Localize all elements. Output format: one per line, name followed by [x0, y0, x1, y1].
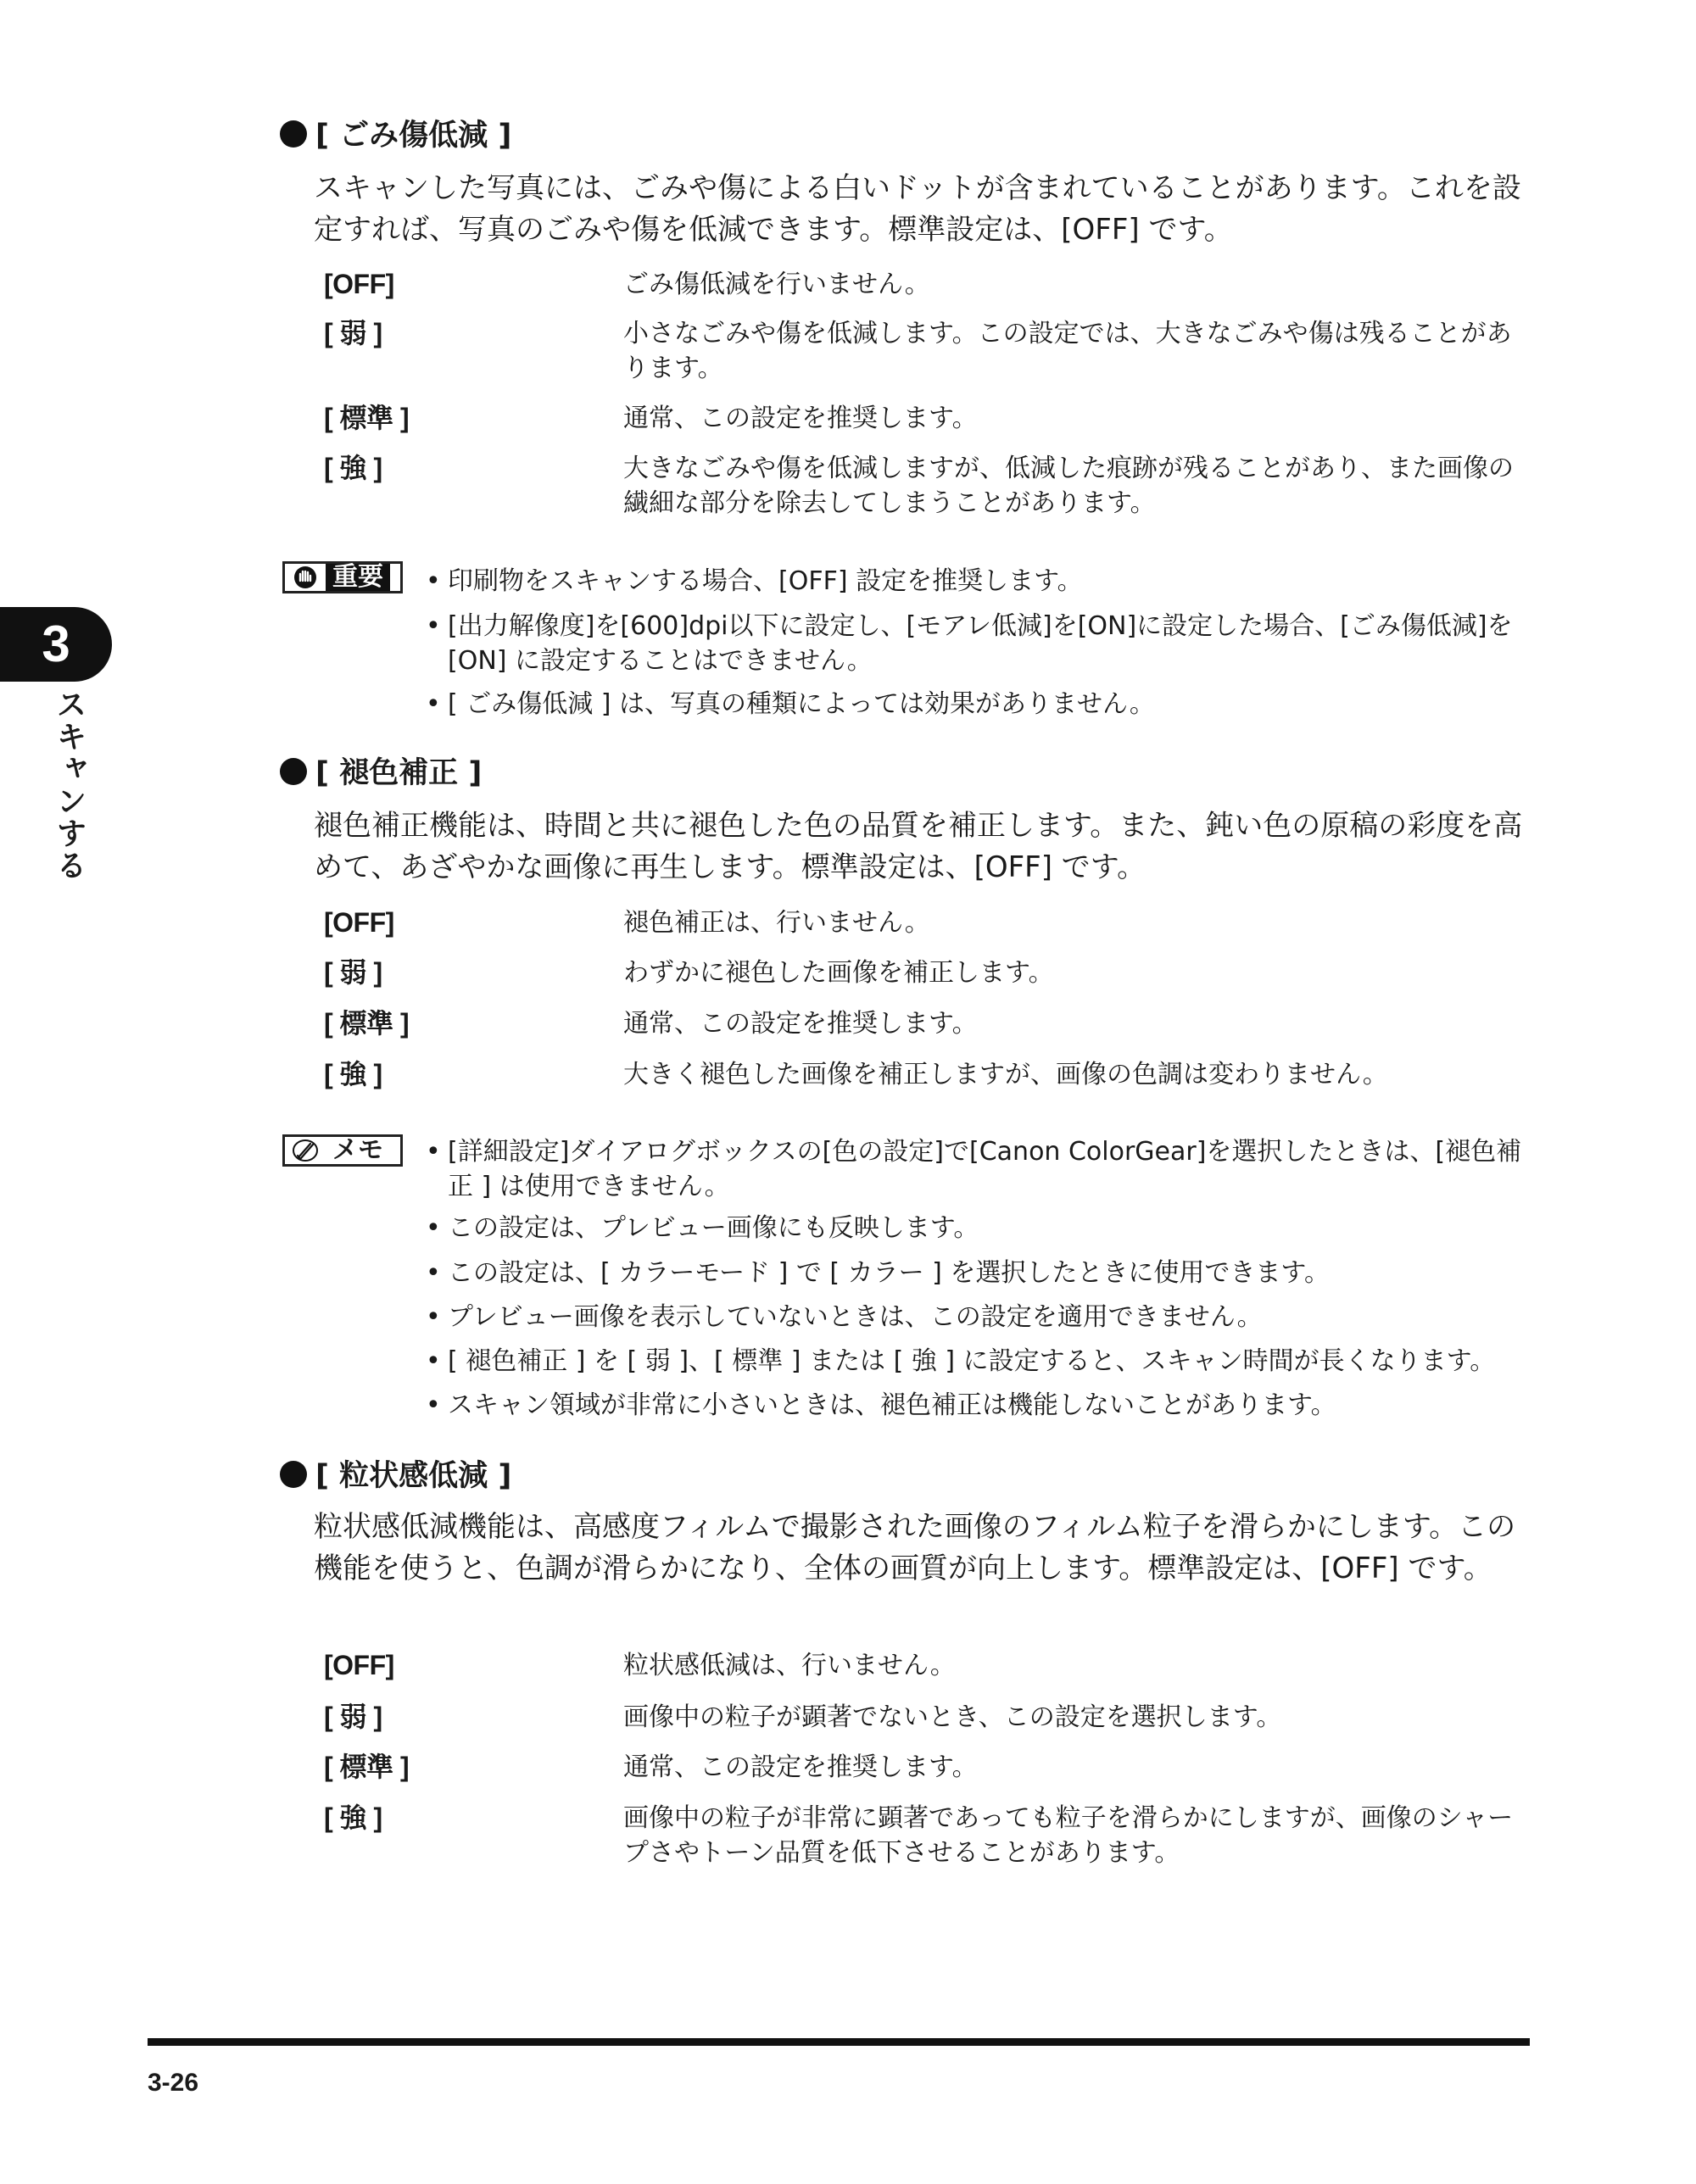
option-description: 褪色補正は、行いません。 — [623, 908, 930, 938]
option-description: 大きなごみや傷を低減しますが、低減した痕跡が残ることがあり、また画像の繊細な部分を除去してしまうことがあります。 — [623, 454, 1514, 518]
important-note: • [出力解像度]を[600]dpi以下に設定し、[モアレ低減]を[ON]に設定した場合、[ごみ傷低減]を [ON] に設定することはできません。 — [426, 609, 1542, 678]
option-term: [ 標準 ] — [324, 403, 410, 433]
section-body: 褪色補正機能は、時間と共に褪色した色の品質を補正します。また、鈍い色の原稿の彩度を高めて、あざやかな画像に再生します。標準設定は、[OFF] です。 — [314, 809, 1523, 884]
option-term: [OFF] — [324, 907, 394, 938]
footer-rule — [148, 2038, 1530, 2046]
section-heading: [ 粒状感低減 ] — [280, 1459, 511, 1493]
option-term: [ 弱 ] — [324, 1702, 382, 1732]
important-label-text: 重要 — [326, 564, 390, 591]
option-description: 大きく褪色した画像を補正しますが、画像の色調は変わりません。 — [623, 1060, 1388, 1089]
option-term: [ 標準 ] — [324, 1752, 410, 1782]
page-number: 3-26 — [148, 2069, 199, 2097]
option-term: [OFF] — [324, 1650, 394, 1680]
option-term: [ 強 ] — [324, 453, 382, 483]
option-description: わずかに褪色した画像を補正します。 — [623, 958, 1054, 988]
option-description: 通常、この設定を推奨します。 — [623, 404, 978, 433]
option-term: [ 強 ] — [324, 1059, 382, 1089]
pencil-icon — [285, 1137, 326, 1164]
memo-note: • スキャン領域が非常に小さいときは、褪色補正は機能しないことがあります。 — [426, 1388, 1542, 1423]
option-description: 通常、この設定を推奨します。 — [623, 1009, 978, 1039]
option-term: [ 弱 ] — [324, 957, 382, 988]
memo-label — [282, 1134, 403, 1167]
option-description: 小さなごみや傷を低減します。この設定では、大きなごみや傷は残ることがあります。 — [623, 319, 1512, 383]
chapter-number: 3 — [42, 616, 70, 672]
section-heading: [ 褪色補正 ] — [280, 756, 482, 790]
bullet-icon — [280, 120, 307, 148]
chapter-tab — [0, 607, 112, 682]
option-description: 通常、この設定を推奨します。 — [623, 1752, 978, 1782]
memo-note: • [詳細設定]ダイアログボックスの[色の設定]で[Canon ColorGear]を選択したときは、[褪色補正 ] は使用できません。 — [426, 1134, 1542, 1204]
option-description: 画像中の粒子が非常に顕著であっても粒子を滑らかにしますが、画像のシャープさやトーン品質を低下させることがあります。 — [623, 1803, 1514, 1868]
section-body: 粒状感低減機能は、高感度フィルムで撮影された画像のフィルム粒子を滑らかにします。この機能を使うと、色調が滑らかになり、全体の画質が向上します。標準設定は、[OFF] です。 — [314, 1510, 1516, 1585]
memo-note: • この設定は、プレビュー画像にも反映します。 — [426, 1211, 1542, 1245]
option-term: [OFF] — [324, 269, 394, 299]
option-description: ごみ傷低減を行いません。 — [623, 270, 930, 299]
bullet-icon — [280, 758, 307, 785]
option-term: [ 弱 ] — [324, 318, 382, 348]
important-note: • [ ごみ傷低減 ] は、写真の種類によっては効果がありません。 — [426, 687, 1542, 722]
important-note: • 印刷物をスキャンする場合、[OFF] 設定を推奨します。 — [426, 564, 1542, 599]
memo-note: • プレビュー画像を表示していないときは、この設定を適用できません。 — [426, 1300, 1542, 1334]
hand-stop-icon — [285, 564, 326, 591]
memo-label-text: メモ — [332, 1135, 383, 1165]
section-body: スキャンした写真には、ごみや傷による白いドットが含まれていることがあります。これを設定すれば、写真のごみや傷を低減できます。標準設定は、[OFF] です。 — [314, 171, 1521, 247]
option-term: [ 強 ] — [324, 1802, 382, 1833]
bullet-icon — [280, 1461, 307, 1488]
memo-note: • この設定は、[ カラーモード ] で [ カラー ] を選択したときに使用できます。 — [426, 1256, 1542, 1290]
important-label — [282, 561, 403, 593]
option-description: 粒状感低減は、行いません。 — [623, 1651, 956, 1680]
option-description: 画像中の粒子が顕著でないとき、この設定を選択します。 — [623, 1702, 1282, 1732]
chapter-title: スキャンする — [52, 688, 86, 882]
section-heading: [ ごみ傷低減 ] — [280, 119, 511, 153]
memo-note: • [ 褪色補正 ] を [ 弱 ]、[ 標準 ] または [ 強 ] に設定すると、スキャン時間が長くなります。 — [426, 1344, 1542, 1379]
option-term: [ 標準 ] — [324, 1008, 410, 1039]
